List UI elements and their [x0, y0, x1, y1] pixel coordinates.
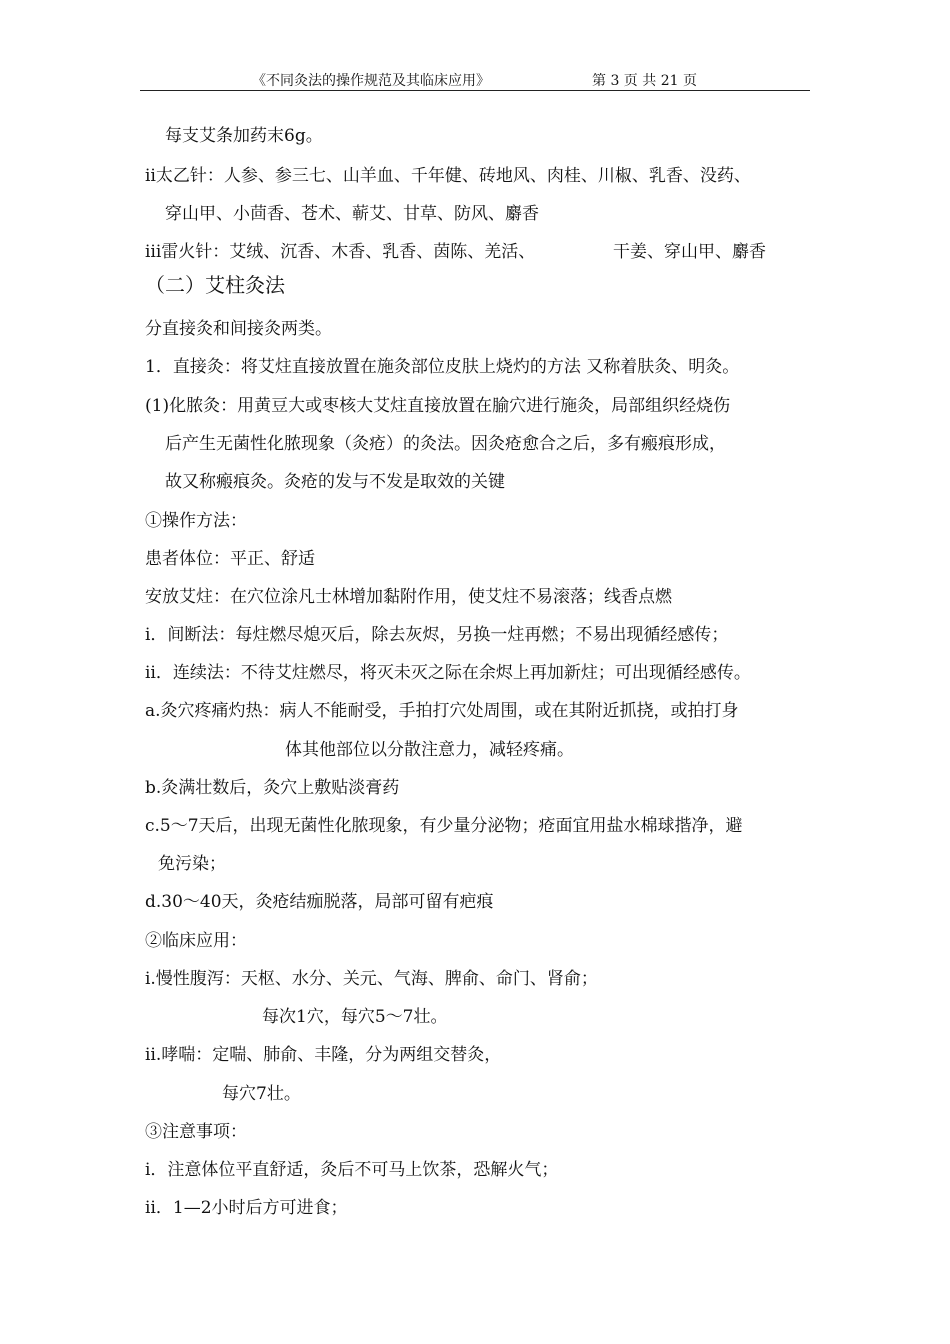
- page-header: [140, 70, 810, 91]
- text-line: 分直接灸和间接灸两类。: [145, 319, 332, 339]
- text-line: 干姜、穿山甲、麝香: [613, 242, 766, 262]
- text-line: 后产生无菌性化脓现象（灸疮）的灸法。因灸疮愈合之后，多有瘢痕形成，: [165, 434, 726, 454]
- text-line: 每穴7壮。: [222, 1084, 301, 1104]
- text-line: b.灸满壮数后，灸穴上敷贴淡膏药: [145, 778, 400, 798]
- text-line: (1)化脓灸：用黄豆大或枣核大艾炷直接放置在腧穴进行施灸，局部组织经烧伤: [145, 396, 731, 416]
- text-line: 穿山甲、小茴香、苍术、蕲艾、甘草、防风、麝香: [165, 204, 539, 224]
- text-line: 故又称瘢痕灸。灸疮的发与不发是取效的关键: [165, 472, 505, 492]
- text-line: 安放艾炷：在穴位涂凡士林增加黏附作用，使艾炷不易滚落；线香点燃: [145, 587, 672, 607]
- text-line: 1．直接灸：将艾炷直接放置在施灸部位皮肤上烧灼的方法 又称着肤灸、明灸。: [145, 357, 740, 377]
- text-line: ⅱ.哮喘：定喘、肺俞、丰隆，分为两组交替灸，: [145, 1045, 502, 1065]
- section-heading: （二）艾柱灸法: [145, 273, 285, 297]
- text-line: 体其他部位以分散注意力，减轻疼痛。: [285, 740, 574, 760]
- document-title: 《不同灸法的操作规范及其临床应用》: [252, 73, 490, 89]
- text-line: ⅱ．1—2小时后方可进食；: [145, 1198, 348, 1218]
- text-line: 免污染；: [158, 854, 226, 874]
- text-line: ⅰ．间断法：每炷燃尽熄灭后，除去灰烬，另换一炷再燃；不易出现循经感传；: [145, 625, 729, 645]
- text-line: ①操作方法：: [145, 511, 247, 531]
- text-line: d.30～40天，灸疮结痂脱落，局部可留有疤痕: [145, 892, 494, 912]
- text-line: ③注意事项：: [145, 1122, 247, 1142]
- text-line: ⅲ雷火针：艾绒、沉香、木香、乳香、茵陈、羌活、: [145, 242, 536, 262]
- text-line: ⅱ太乙针：人参、参三七、山羊血、千年健、砖地风、肉桂、川椒、乳香、没药、: [145, 166, 751, 186]
- text-line: ⅱ．连续法：不待艾炷燃尽，将灭未灭之际在余烬上再加新炷；可出现循经感传。: [145, 663, 751, 683]
- text-line: ⅰ．注意体位平直舒适，灸后不可马上饮茶，恐解火气；: [145, 1160, 559, 1180]
- text-line: ②临床应用：: [145, 931, 247, 951]
- text-line: 每支艾条加药末6g。: [165, 126, 323, 146]
- text-line: 患者体位：平正、舒适: [145, 549, 315, 569]
- text-line: 每次1穴，每穴5～7壮。: [262, 1007, 448, 1027]
- text-line: c.5～7天后，出现无菌性化脓现象，有少量分泌物；疮面宜用盐水棉球揩净，避: [145, 816, 743, 836]
- text-line: ⅰ.慢性腹泻：天枢、水分、关元、气海、脾俞、命门、肾俞；: [145, 969, 598, 989]
- text-line: a.灸穴疼痛灼热：病人不能耐受，手拍打穴处周围，或在其附近抓挠，或拍打身: [145, 701, 739, 721]
- page-number: 第 3 页 共 21 页: [592, 73, 697, 89]
